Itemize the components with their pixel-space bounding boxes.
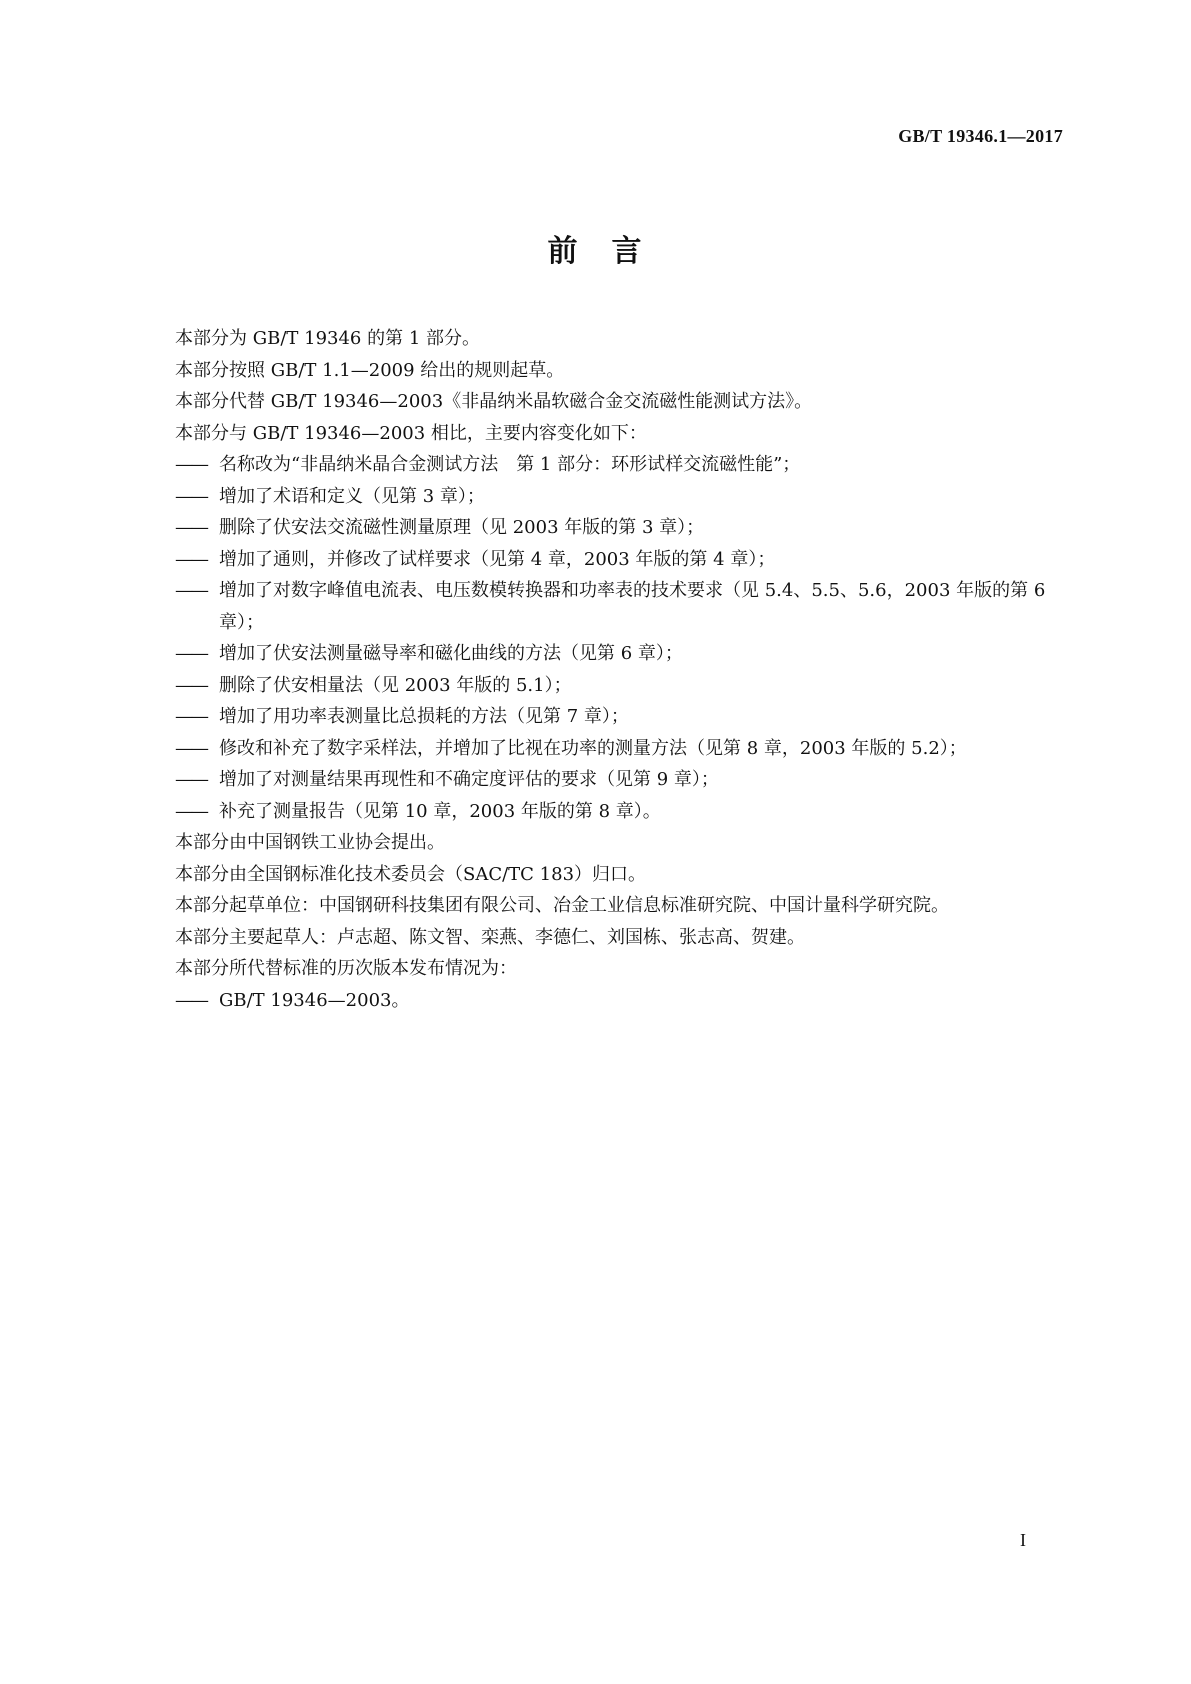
change-item: [175, 449, 1055, 481]
paragraph: 本部分按照 GB/T 1.1—2009 给出的规则起草。: [175, 359, 565, 381]
dash-marker: ——: [175, 769, 207, 790]
change-item-text: 增加了对数字峰值电流表、电压数模转换器和功率表的技术要求（见 5.4、5.5、5.6，2003 年版的第 6 章）；: [219, 580, 1046, 633]
dash-marker: ——: [175, 548, 207, 570]
change-item: [175, 796, 1055, 828]
dash-marker: ——: [175, 580, 207, 601]
change-item: [175, 512, 1055, 544]
paragraph: 本部分代替 GB/T 19346—2003《非晶纳米晶软磁合金交流磁性能测试方法》。: [175, 391, 813, 412]
paragraph: 本部分所代替标准的历次版本发布情况为：: [175, 958, 517, 979]
page-title: 前 言: [547, 234, 644, 269]
dash-marker: ——: [175, 517, 207, 538]
paragraph: 本部分为 GB/T 19346 的第 1 部分。: [175, 328, 480, 349]
paragraph: 本部分与 GB/T 19346—2003 相比，主要内容变化如下：: [175, 422, 647, 444]
paragraph: 本部分起草单位：中国钢研科技集团有限公司、冶金工业信息标准研究院、中国计量科学研究院。: [175, 895, 949, 916]
change-item: [175, 670, 1055, 702]
dash-marker: ——: [175, 800, 207, 822]
page-number: I: [1020, 1530, 1026, 1550]
dash-marker: ——: [175, 454, 207, 475]
change-item: [175, 575, 1055, 638]
dash-marker: ——: [175, 706, 207, 727]
foreword-body: [175, 323, 1055, 1016]
change-item-text: 补充了测量报告（见第 10 章，2003 年版的第 8 章）。: [219, 800, 661, 822]
dash-marker: ——: [175, 674, 207, 696]
dash-marker: ——: [175, 737, 207, 759]
paragraph: 本部分由中国钢铁工业协会提出。: [175, 832, 445, 853]
history-item: [175, 985, 1055, 1017]
change-item: [175, 481, 1055, 513]
change-item-text: 名称改为“非晶纳米晶合金测试方法 第 1 部分：环形试样交流磁性能”；: [219, 454, 801, 475]
change-item-text: 修改和补充了数字采样法，并增加了比视在功率的测量方法（见第 8 章，2003 年版的 5.2）；: [219, 737, 967, 759]
change-item: [175, 544, 1055, 576]
change-item-text: 增加了通则，并修改了试样要求（见第 4 章，2003 年版的第 4 章）；: [219, 548, 776, 570]
change-item: [175, 733, 1055, 765]
change-item-text: 增加了用功率表测量比总损耗的方法（见第 7 章）；: [219, 706, 629, 727]
dash-marker: ——: [175, 643, 207, 664]
paragraph: 本部分主要起草人：卢志超、陈文智、栾燕、李德仁、刘国栋、张志高、贺建。: [175, 926, 805, 948]
change-item: [175, 764, 1055, 796]
dash-marker: ——: [175, 989, 207, 1011]
change-item-text: 删除了伏安法交流磁性测量原理（见 2003 年版的第 3 章）；: [219, 517, 705, 538]
history-item-text: GB/T 19346—2003。: [219, 989, 410, 1011]
paragraph: 本部分由全国钢标准化技术委员会（SAC/TC 183）归口。: [175, 863, 647, 885]
change-item-text: 增加了对测量结果再现性和不确定度评估的要求（见第 9 章）；: [219, 769, 719, 790]
change-item: [175, 638, 1055, 670]
dash-marker: ——: [175, 485, 207, 507]
standard-number: GB/T 19346.1—2017: [898, 126, 1063, 146]
change-item-text: 删除了伏安相量法（见 2003 年版的 5.1）；: [219, 674, 572, 696]
change-item: [175, 701, 1055, 733]
change-item-text: 增加了伏安法测量磁导率和磁化曲线的方法（见第 6 章）；: [219, 643, 683, 664]
change-item-text: 增加了术语和定义（见第 3 章）；: [219, 485, 485, 507]
